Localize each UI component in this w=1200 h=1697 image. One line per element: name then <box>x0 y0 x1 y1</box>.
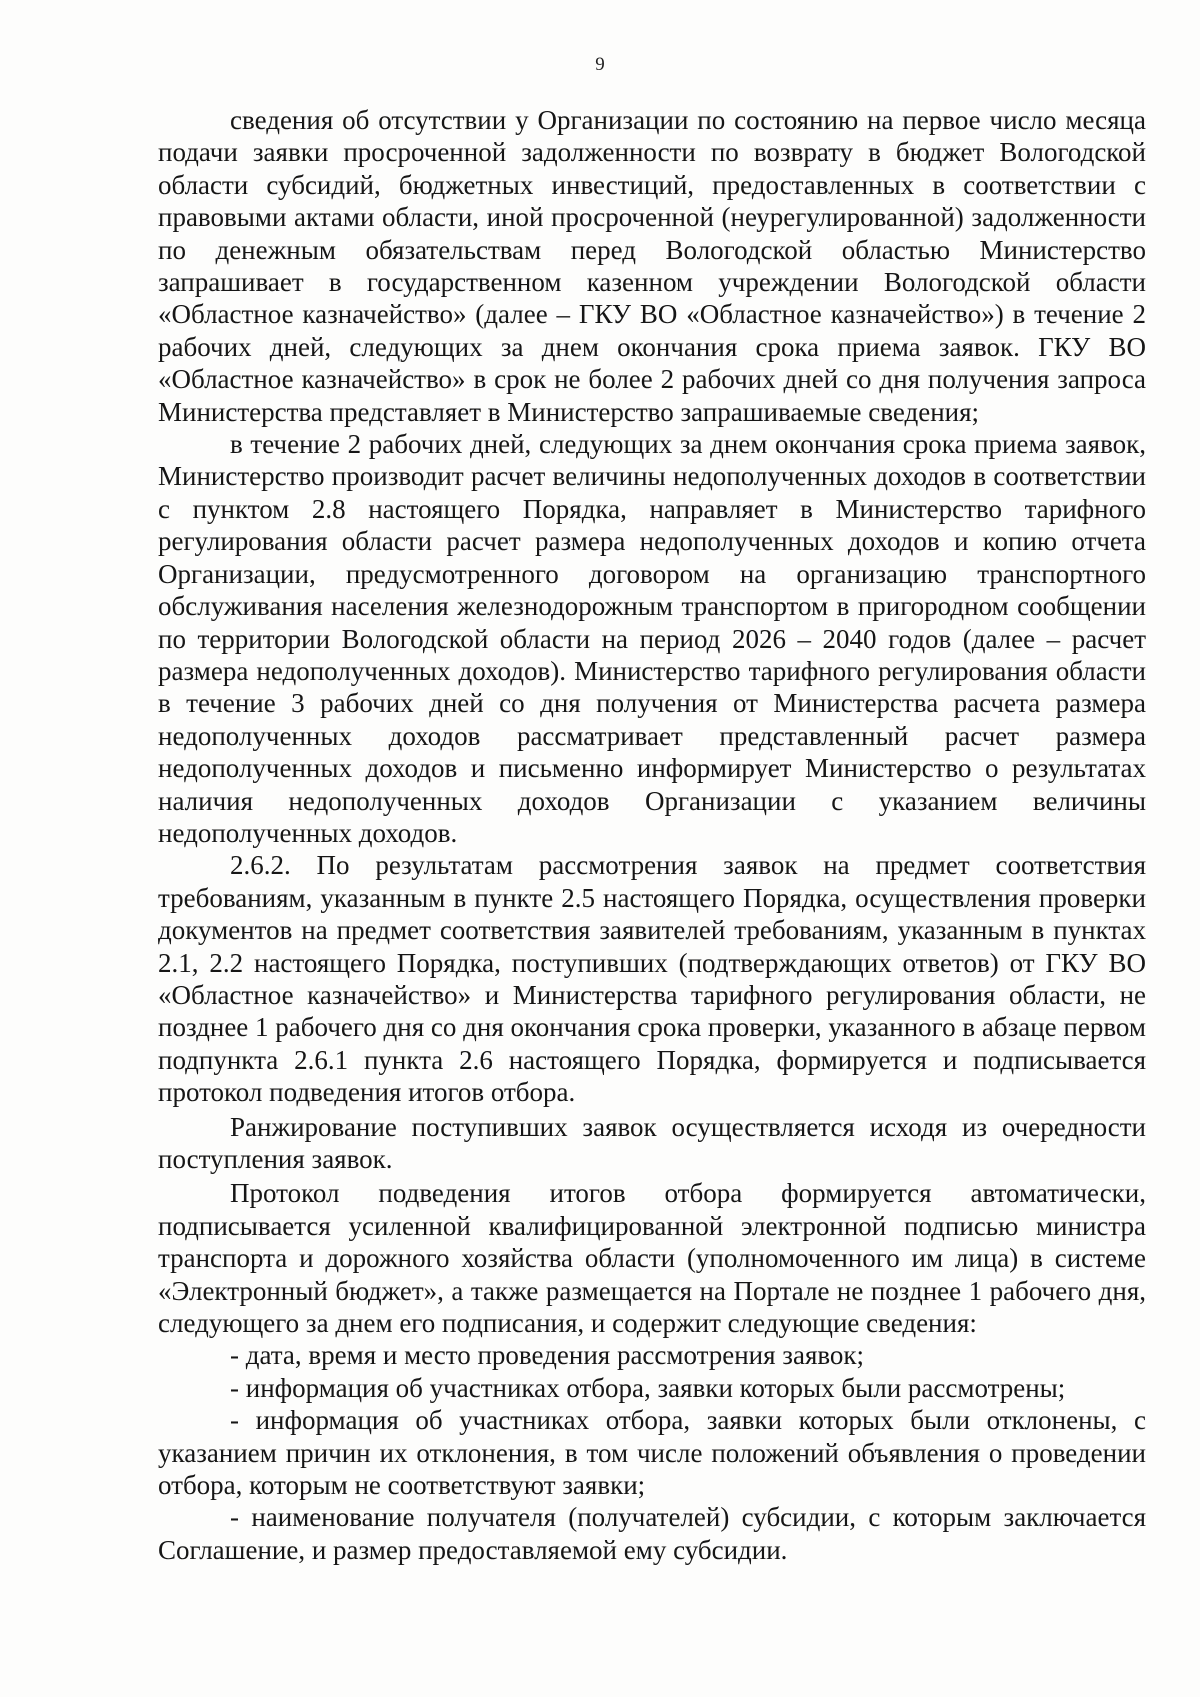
list-item-date-time-place: - дата, время и место проведения рассмотрения заявок; <box>230 1340 865 1371</box>
list-item-rejected-participants: - информация об участниках отбора, заявки которых были отклонены, с указанием причин их отклонения, в том числе положений объявления о проведении отбора, которым не соответствуют заявки; <box>158 1405 1146 1501</box>
page-number: 9 <box>595 54 605 75</box>
paragraph-treasury-info: сведения об отсутствии у Организации по состоянию на первое число месяца подачи заявки просроченной задолженности по возврату в бюджет Вологодской области субсидий, бюджетных инвестиций, предоставленных в соответствии с правовыми актами области, иной просроченной (неурегулированной) задолженности по денежным обязательствам перед Вологодской областью Министерство запрашивает в государственном казенном учреждении Вологодской области «Областное казначейство» (далее – ГКУ ВО «Областное казначейство») в течение 2 рабочих дней, следующих за днем окончания срока приема заявок. ГКУ ВО «Областное казначейство» в срок не более 2 рабочих дней со дня получения запроса Министерства представляет в Министерство запрашиваемые сведения; <box>158 105 1146 427</box>
paragraph-ranking: Ранжирование поступивших заявок осуществляется исходя из очередности поступления заявок. <box>158 1111 1146 1174</box>
list-item-recipient: - наименование получателя (получателей) субсидии, с которым заключается Соглашение, и размер предоставляемой ему субсидии. <box>158 1502 1146 1565</box>
paragraph-revenue-calculation: в течение 2 рабочих дней, следующих за днем окончания срока приема заявок, Министерство производит расчет величины недополученных доходов в соответствии с пунктом 2.8 настоящего Порядка, направляет в Министерство тарифного регулирования области расчет размера недополученных доходов и копию отчета Организации, предусмотренного договором на организацию транспортного обслуживания населения железнодорожным транспортом в пригородном сообщении по территории Вологодской области на период 2026 – 2040 годов (далее – расчет размера недополученных доходов). Министерство тарифного регулирования области в течение 3 рабочих дней со дня получения от Министерства расчета размера недополученных доходов рассматривает представленный расчет размера недополученных доходов и письменно информирует Министерство о результатах наличия недополученных доходов Организации с указанием величины недополученных доходов. <box>158 429 1146 848</box>
document-body <box>158 104 1146 1566</box>
paragraph-protocol: Протокол подведения итогов отбора формируется автоматически, подписывается усиленной квалифицированной электронной подписью министра транспорта и дорожного хозяйства области (уполномоченного им лица) в системе «Электронный бюджет», а также размещается на Портале не позднее 1 рабочего дня, следующего за днем его подписания, и содержит следующие сведения: <box>158 1178 1146 1339</box>
paragraph-2-6-2: 2.6.2. По результатам рассмотрения заявок на предмет соответствия требованиям, указанным в пункте 2.5 настоящего Порядка, осуществления проверки документов на предмет соответствия заявителей требованиям, указанным в пунктах 2.1, 2.2 настоящего Порядка, поступивших (подтверждающих ответов) от ГКУ ВО «Областное казначейство» и Министерства тарифного регулирования области, не позднее 1 рабочего дня со дня окончания срока проверки, указанного в абзаце первом подпункта 2.6.1 пункта 2.6 настоящего Порядка, формируется и подписывается протокол подведения итогов отбора. <box>158 850 1146 1108</box>
list-item-reviewed-participants: - информация об участниках отбора, заявки которых были рассмотрены; <box>230 1372 1066 1403</box>
